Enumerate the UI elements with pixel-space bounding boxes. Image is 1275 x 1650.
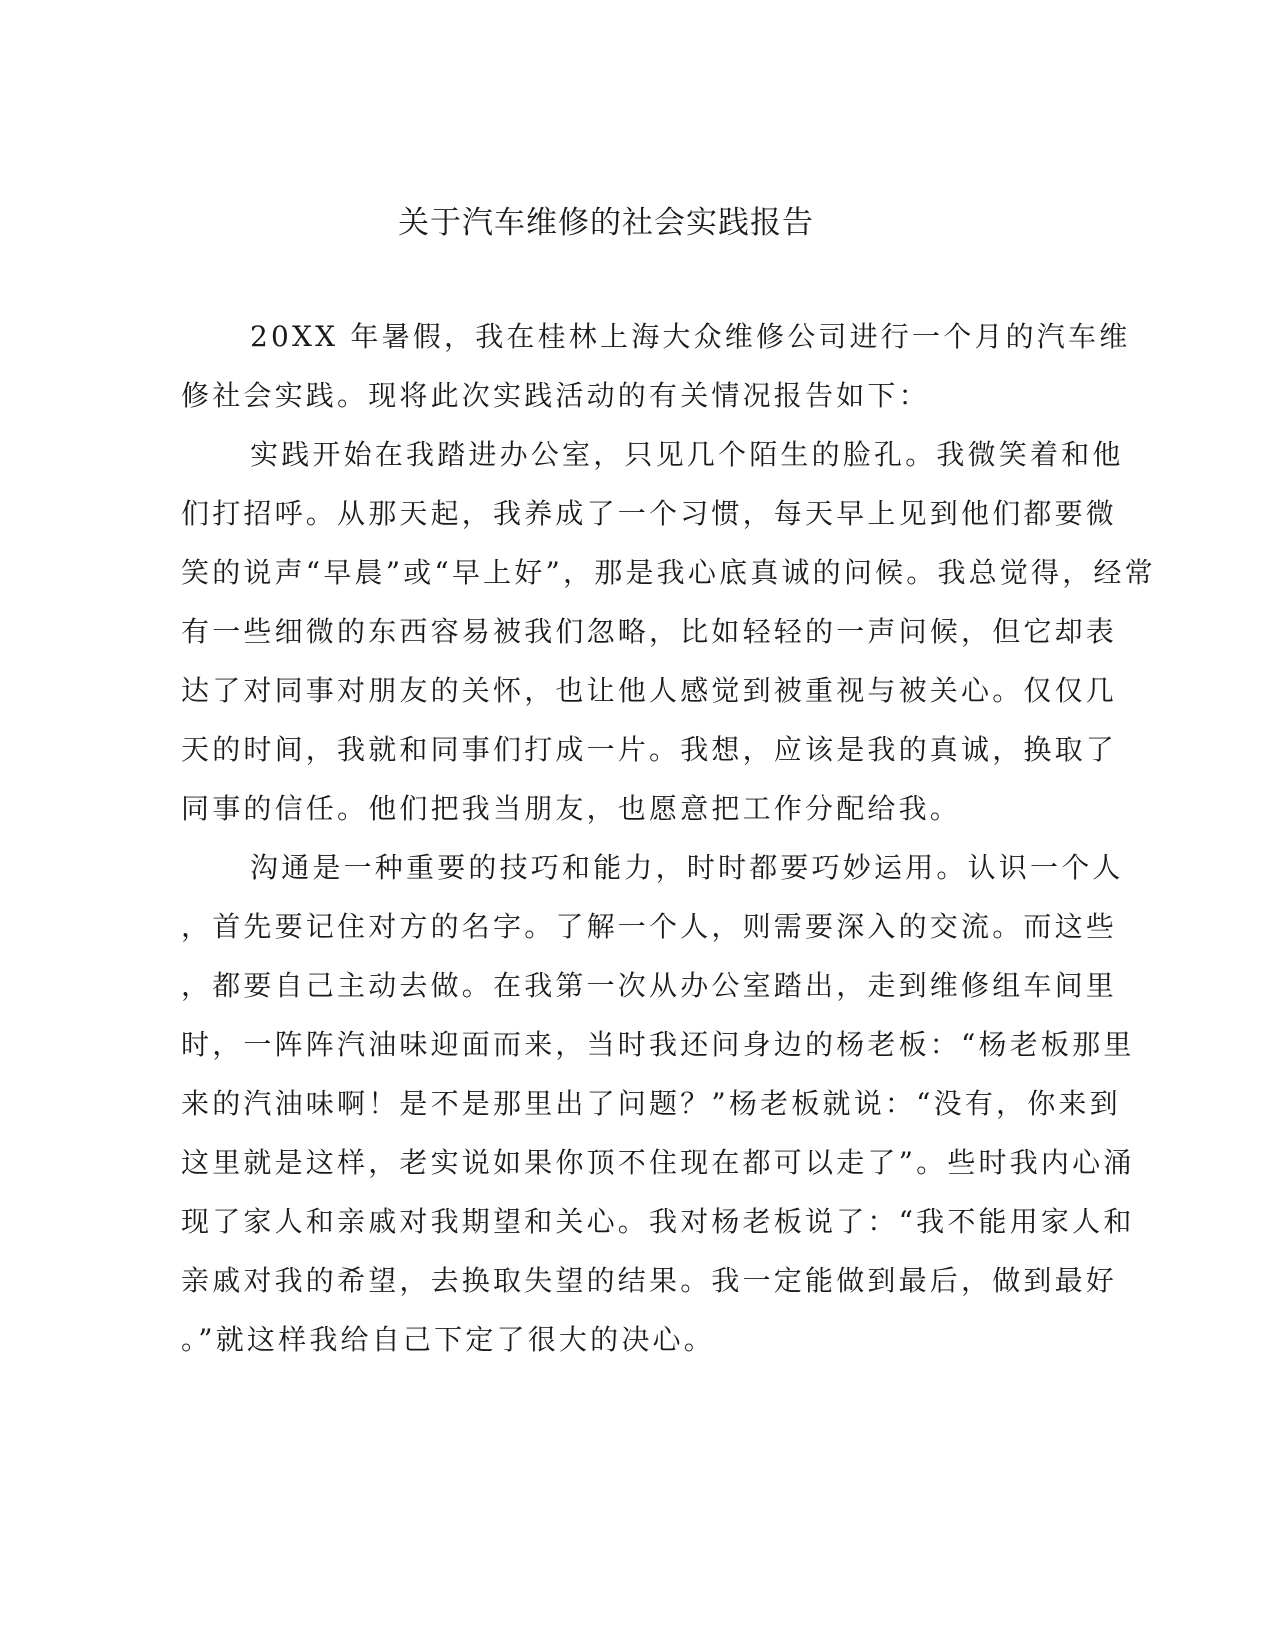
- paragraph-line: 天的时间，我就和同事们打成一片。我想，应该是我的真诚，换取了: [181, 733, 1118, 766]
- paragraph-line: 沟通是一种重要的技巧和能力，时时都要巧妙运用。认识一个人: [250, 851, 1124, 884]
- paragraph-line: ，都要自己主动去做。在我第一次从办公室踏出，走到维修组车间里: [181, 969, 1118, 1002]
- paragraph-line: 来的汽油味啊！是不是那里出了问题？”杨老板就说：“没有，你来到: [181, 1087, 1121, 1120]
- document-title: 关于汽车维修的社会实践报告: [398, 205, 814, 241]
- paragraph-line: 修社会实践。现将此次实践活动的有关情况报告如下：: [181, 379, 930, 412]
- paragraph-line: 现了家人和亲戚对我期望和关心。我对杨老板说了：“我不能用家人和: [181, 1205, 1135, 1238]
- paragraph-line: ，首先要记住对方的名字。了解一个人，则需要深入的交流。而这些: [181, 910, 1118, 943]
- paragraph-line: 20XX 年暑假，我在桂林上海大众维修公司进行一个月的汽车维: [250, 320, 1131, 353]
- paragraph-line: 亲戚对我的希望，去换取失望的结果。我一定能做到最后，做到最好: [181, 1264, 1118, 1297]
- paragraph-line: 达了对同事对朋友的关怀，也让他人感觉到被重视与被关心。仅仅几: [181, 674, 1118, 707]
- paragraph-line: 这里就是这样，老实说如果你顶不住现在都可以走了”。些时我内心涌: [181, 1146, 1135, 1179]
- paragraph-line: 笑的说声“早晨”或“早上好”，那是我心底真诚的问候。我总觉得，经常: [181, 556, 1156, 589]
- paragraph-line: 同事的信任。他们把我当朋友，也愿意把工作分配给我。: [181, 792, 962, 825]
- paragraph-line: 有一些细微的东西容易被我们忽略，比如轻轻的一声问候，但它却表: [181, 615, 1118, 648]
- paragraph-line: 时，一阵阵汽油味迎面而来，当时我还问身边的杨老板：“杨老板那里: [181, 1028, 1135, 1061]
- paragraph-line: 们打招呼。从那天起，我养成了一个习惯，每天早上见到他们都要微: [181, 497, 1118, 530]
- paragraph-line: 实践开始在我踏进办公室，只见几个陌生的脸孔。我微笑着和他: [250, 438, 1124, 471]
- paragraph-line: 。”就这样我给自己下定了很大的决心。: [181, 1323, 715, 1356]
